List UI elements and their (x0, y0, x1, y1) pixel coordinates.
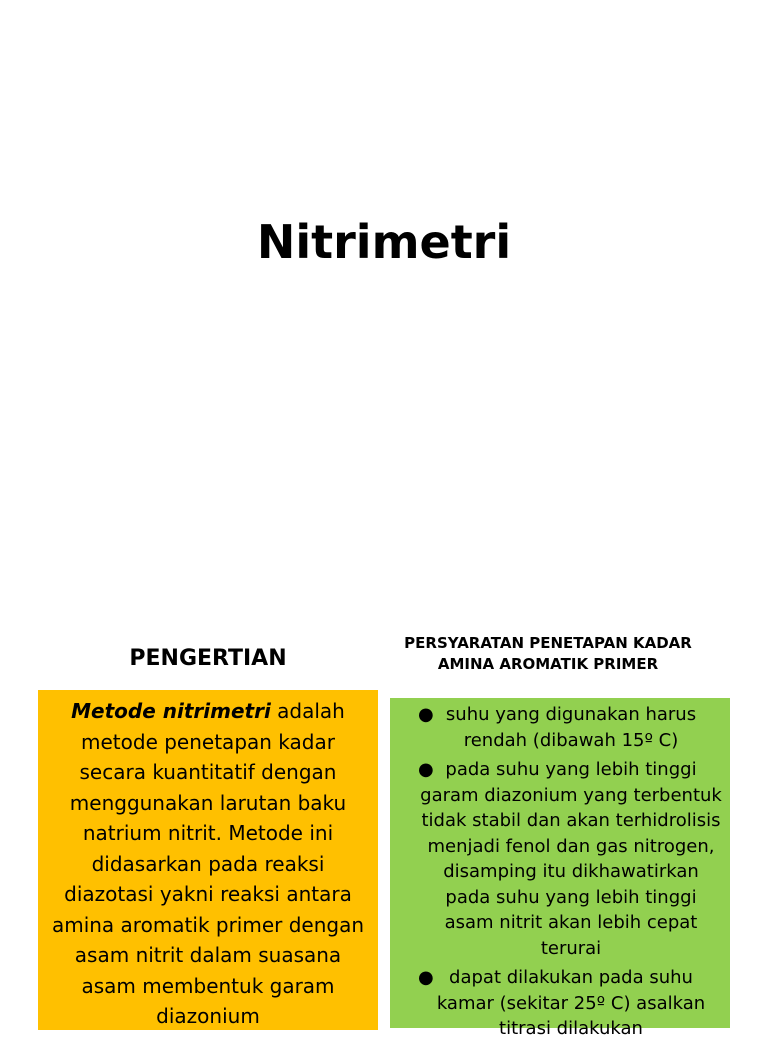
slide-title: Nitrimetri (256, 215, 512, 269)
list-item (420, 965, 722, 1042)
pengertian-body: adalah metode penetapan kadar secara kuantitatif dengan menggunakan larutan baku natrium nitrit. Metode ini didasarkan pada reaksi diazotasi yakni reaksi antara amina aromatik primer dengan asam nitrit dalam suasana asam membentuk garam diazonium (51, 699, 365, 1028)
list-item (420, 702, 722, 753)
lead-term: Metode nitrimetri (71, 699, 271, 723)
bullet-dot-icon: ● (418, 967, 434, 988)
bullet-dot-icon: ● (418, 704, 434, 725)
list-item (420, 757, 722, 961)
list-item-text: dapat dilakukan pada suhu kamar (sekitar 25º C) asalkan titrasi dilakukan (436, 967, 706, 1039)
persyaratan-heading: PERSYARATAN PENETAPAN KADAR AMINA AROMATIK PRIMER (404, 634, 692, 673)
persyaratan-box (390, 698, 730, 1039)
pengertian-paragraph (38, 690, 378, 1032)
pengertian-box (38, 690, 378, 1030)
list-item-text: suhu yang digunakan harus rendah (dibawah 15º C) (445, 704, 697, 751)
bullet-dot-icon: ● (418, 759, 434, 780)
pengertian-heading: PENGERTIAN (129, 646, 287, 671)
persyaratan-list (390, 698, 730, 1042)
list-item-text: pada suhu yang lebih tinggi garam diazonium yang terbentuk tidak stabil dan akan terhidrolisis menjadi fenol dan gas nitrogen, disamping itu dikhawatirkan pada suhu yang lebih tinggi asam nitrit akan lebih cepat terurai (420, 759, 722, 959)
